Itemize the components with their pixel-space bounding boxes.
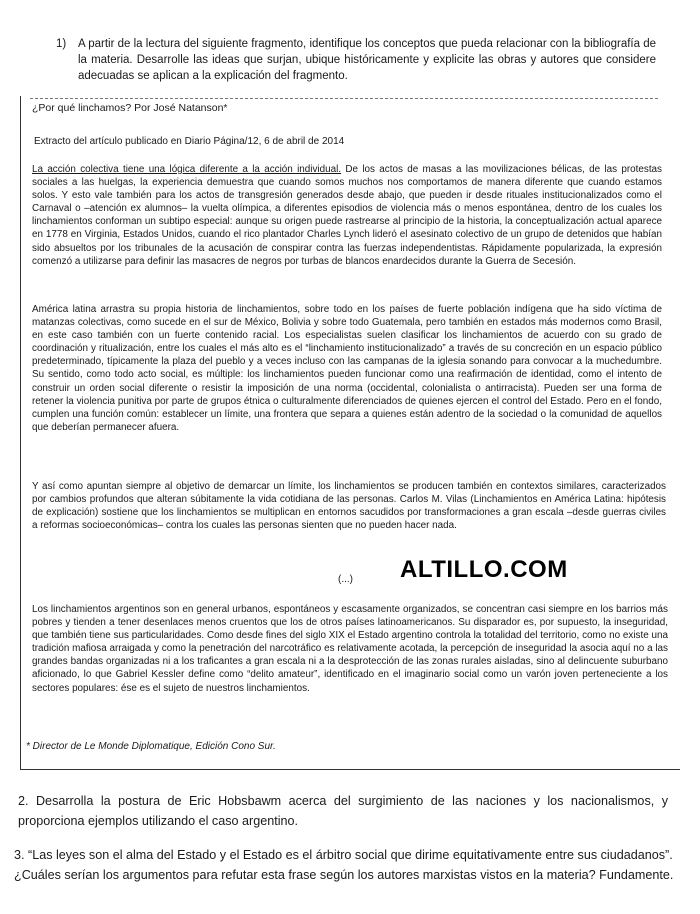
article-paragraph-2: América latina arrastra su propia historia de linchamientos, sobre todo en los países de fuerte población indígena que ha sido víctima de matanzas colectivas, como sucede en el sur de México, Bolivia y sobre todo Guatemala, pero también en estados más modernos como Brasil, en este caso también con un fuerte contenido racial. Los especialistas suelen clasificar los linchamientos de acuerdo con su grado de coordinación y ritualización, entre los cuales el más alto es el “linchamiento institucionalizado” a través de su concreción en un espacio público predeterminado, típicamente la plaza del pueblo y a veces incluso con las campanas de la iglesia sonando para convocar a la muchedumbre. Su sentido, como todo acto social, es múltiple: los linchamientos pueden funcionar como una reafirmación de identidad, como el intento de construir un orden social diferente o resistir la imposición de una norma (occidental, colonialista o antirracista). Pueden ser una forma de retener la violencia punitiva por parte de grupos étnica o culturalmente diferenciados de quienes ejercen el control del Estado. Pero en el fondo, cumplen una función común: establecer un límite, una frontera que separa a quienes están adentro de la sociedad o la comunidad de aquellos que deberían permanecer afuera. xyxy=(32,304,662,433)
question-3-prompt: ¿Cuáles serían los argumentos para refutar esta frase según los autores marxistas vistos en la materia? Fundamente. xyxy=(14,868,674,882)
question-2: 2. Desarrolla la postura de Eric Hobsbawm acerca del surgimiento de las naciones y los nacionalismos, y proporciona ejemplos utilizando el caso argentino. xyxy=(18,794,668,828)
article-top-divider xyxy=(30,98,658,99)
article-paragraph-3: Y así como apuntan siempre al objetivo de demarcar un límite, los linchamientos se producen también en contextos similares, caracterizados por cambios profundos que alteran súbitamente la vida cotidiana de las personas. Carlos M. Vilas (Linchamientos en América Latina: hipótesis de explicación) sostiene que los linchamientos se multiplican en entornos sacudidos por transformaciones a gran escala –desde guerras civiles a reformas socioeconómicas– contra los cuales las personas sienten que no pueden hacer nada. xyxy=(32,481,666,532)
watermark-logo: ALTILLO.COM xyxy=(400,556,568,583)
article-source: Extracto del artículo publicado en Diario Página/12, 6 de abril de 2014 xyxy=(34,136,345,147)
question-3 xyxy=(14,845,674,885)
question-3-quote: 3. “Las leyes son el alma del Estado y el Estado es el árbitro social que dirime equitativamente entre sus ciudadanos”. xyxy=(14,848,673,862)
article-paragraph-1-rest: De los actos de masas a las movilizaciones bélicas, de las protestas sociales a las huelgas, la experiencia demuestra que cuando somos muchos nos comportamos de manera diferente que cuando estamos solos. Y esto vale también para los actos de transgresión generados desde abajo, que pueden ir desde rituales institucionalizados como el Carnaval o –atención ex alumnos– la vuelta olímpica, a diferentes episodios de violencia más o menos espontánea, dentro de los cuales los linchamientos conforman un subtipo especial: aunque su origen puede rastrearse al principio de la historia, la conceptualización actual aparece en 1778 en Virginia, Estados Unidos, cuando el rico plantador Charles Lynch lideró el asesinato colectivo de un grupo de detenidos que habían sido absueltos por los tribunales de la acusación de conspirar contra las fuerzas independentistas. Rápidamente popularizada, la expresión comenzó a utilizarse para definir las masacres de negros por turbas de blancos enardecidos durante la Guerra de Secesión. xyxy=(32,164,662,267)
article-paragraph-1 xyxy=(32,163,662,268)
question-1 xyxy=(56,36,656,84)
article-paragraph-1-underlined: La acción colectiva tiene una lógica diferente a la acción individual. xyxy=(32,164,342,175)
article-ellipsis: (...) xyxy=(338,574,353,585)
article-footnote: * Director de Le Monde Diplomatique, Edición Cono Sur. xyxy=(26,741,276,752)
question-1-text: A partir de la lectura del siguiente fragmento, identifique los conceptos que pueda relacionar con la bibliografía de la materia. Desarrolle las ideas que surjan, ubique históricamente y explicite las obras y autores que considere adecuadas se aplican a la explicación del fragmento. xyxy=(78,38,656,82)
article-paragraph-4: Los linchamientos argentinos son en general urbanos, espontáneos y escasamente organizados, se concentran casi siempre en los barrios más pobres y tienden a tener desenlaces menos cruentos que los de otros países latinoamericanos. Su disparador es, por supuesto, la inseguridad, que también tiene sus particularidades. Como desde fines del siglo XIX el Estado argentino controla la totalidad del territorio, como no existe una tradición mafiosa arraigada y como la penetración del narcotráfico es relativamente acotada, la percepción de inseguridad la asocia aquí no a las grandes bandas organizadas ni a los traficantes a gran escala ni a la desprotección de las zonas rurales aisladas, sino al delincuente suburbano aficionado, lo que Gabriel Kessler define como “delito amateur”, identificado en el imaginario social como un varón joven perteneciente a los sectores populares: ése es el sujeto de nuestros linchamientos. xyxy=(32,604,668,694)
article-title: ¿Por qué linchamos? Por José Natanson* xyxy=(32,102,228,114)
question-1-number: 1) xyxy=(56,38,67,50)
